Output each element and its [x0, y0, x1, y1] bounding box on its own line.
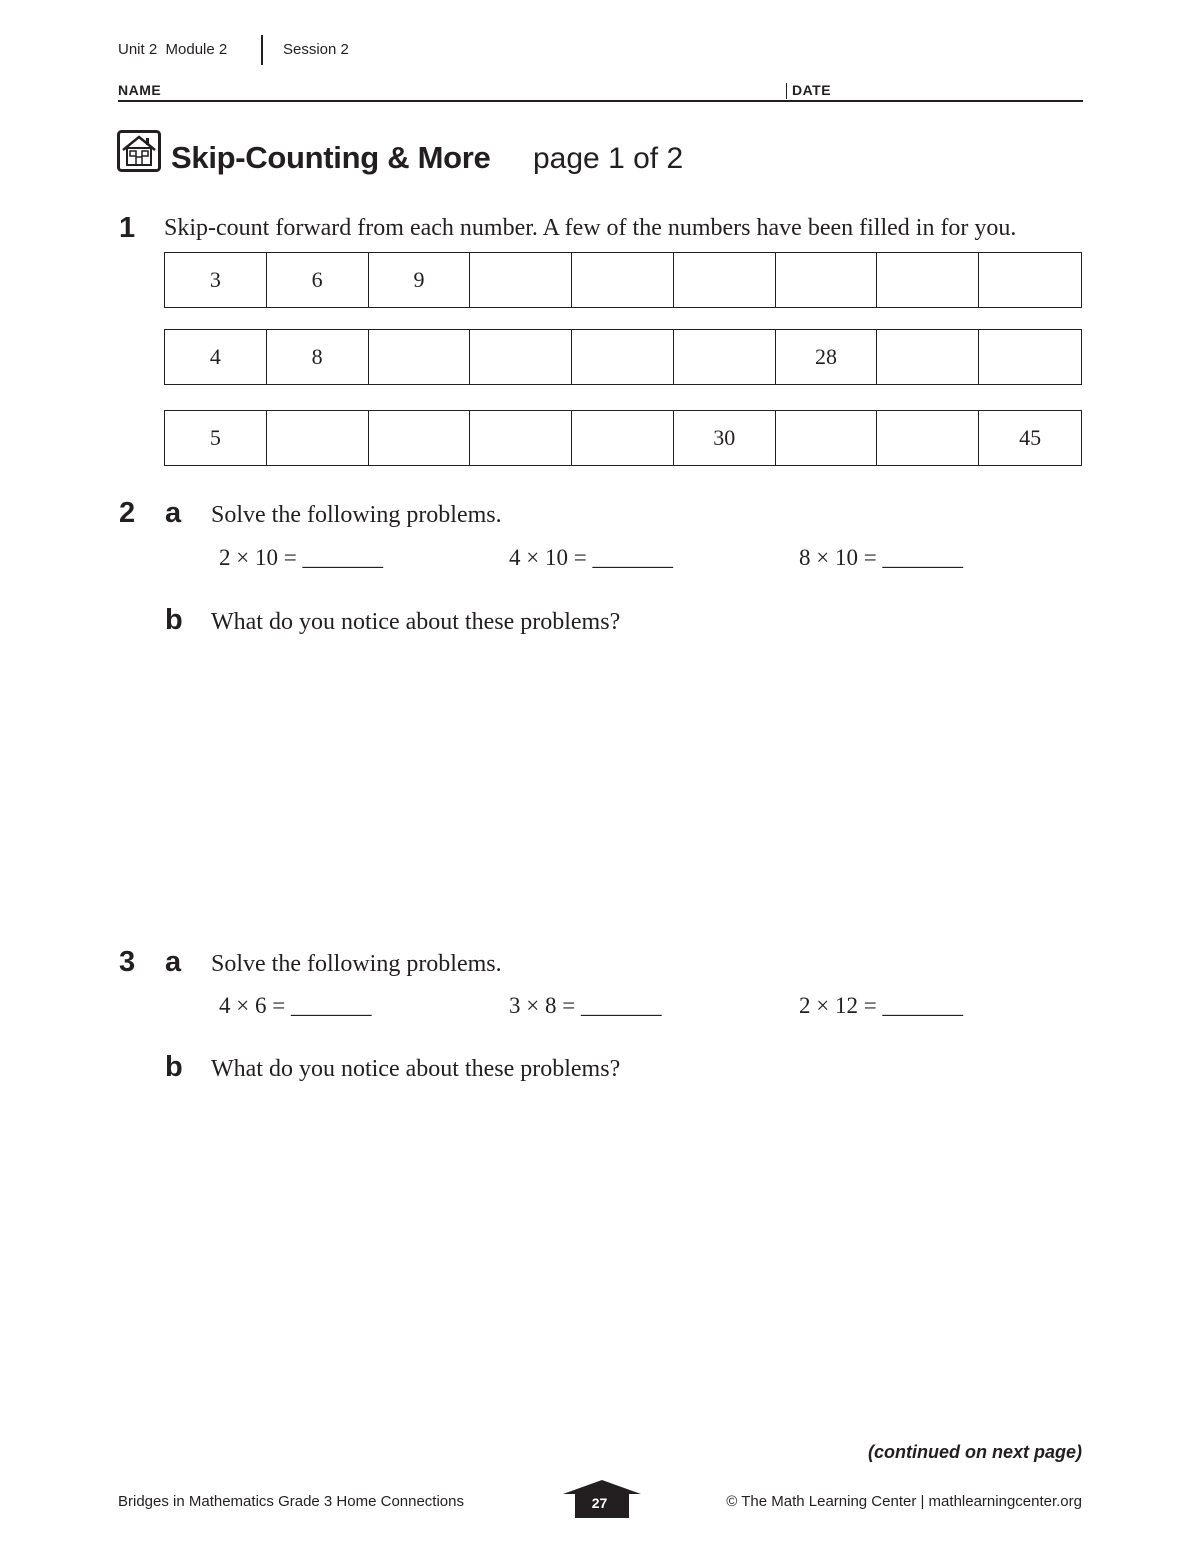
answer-cell[interactable]: [776, 411, 878, 465]
date-divider: [786, 83, 787, 99]
answer-cell[interactable]: [877, 411, 979, 465]
answer-cell[interactable]: [470, 411, 572, 465]
answer-cell[interactable]: [470, 330, 572, 384]
answer-cell[interactable]: [877, 330, 979, 384]
problem-3a-3[interactable]: 2 × 12 = _______: [799, 993, 963, 1018]
continued-note: (continued on next page): [868, 1442, 1082, 1462]
skip-count-row-2: [164, 329, 1082, 385]
answer-cell[interactable]: [369, 330, 471, 384]
page-title: Skip-Counting & More: [171, 140, 491, 175]
date-label: DATE: [792, 82, 832, 98]
page-number: 27: [591, 1495, 608, 1511]
answer-cell[interactable]: [369, 411, 471, 465]
question-3a-letter: a: [165, 946, 182, 978]
question-1-number: 1: [119, 212, 136, 244]
session-label: Session 2: [283, 41, 349, 58]
answer-cell[interactable]: [572, 330, 674, 384]
answer-cell[interactable]: [572, 253, 674, 307]
grid-cell: 30: [674, 411, 776, 465]
question-2-number: 2: [119, 497, 136, 529]
name-date-line: [118, 100, 1083, 102]
problem-3a-2[interactable]: 3 × 8 = _______: [509, 993, 662, 1018]
header-divider: [261, 35, 263, 65]
grid-cell: 45: [1019, 425, 1042, 450]
question-2b-prompt: What do you notice about these problems?: [211, 609, 621, 635]
problem-2a-1[interactable]: 2 × 10 = _______: [219, 545, 383, 570]
question-3b-letter: b: [165, 1051, 183, 1083]
footer-copyright: © The Math Learning Center | mathlearningcenter.org: [726, 1493, 1082, 1510]
problem-2a-3[interactable]: 8 × 10 = _______: [799, 545, 963, 570]
answer-cell[interactable]: [979, 330, 1081, 384]
unit-module-label: Unit 2 Module 2: [118, 41, 228, 58]
question-3-number: 3: [119, 946, 136, 978]
answer-cell[interactable]: [776, 253, 878, 307]
grid-cell: 28: [776, 330, 878, 384]
answer-cell[interactable]: [572, 411, 674, 465]
answer-cell[interactable]: [674, 253, 776, 307]
footer-publication: Bridges in Mathematics Grade 3 Home Connections: [118, 1493, 464, 1510]
skip-count-row-3: [164, 410, 1082, 466]
answer-cell[interactable]: [470, 253, 572, 307]
question-1-instructions: Skip-count forward from each number. A few of the numbers have been filled in for you.: [164, 215, 1017, 241]
grid-cell: 8: [267, 330, 369, 384]
grid-cell: 3: [165, 253, 267, 307]
problem-2a-2[interactable]: 4 × 10 = _______: [509, 545, 673, 570]
grid-cell: 5: [165, 411, 267, 465]
question-2a-letter: a: [165, 497, 182, 529]
question-3b-prompt: What do you notice about these problems?: [211, 1056, 621, 1082]
question-3a-instructions: Solve the following problems.: [211, 951, 502, 977]
answer-cell[interactable]: [979, 253, 1081, 307]
grid-cell: 6: [267, 253, 369, 307]
answer-area-2b[interactable]: [211, 650, 1082, 920]
home-connection-house-icon: [117, 130, 161, 172]
answer-cell[interactable]: [877, 253, 979, 307]
answer-cell[interactable]: [674, 330, 776, 384]
skip-count-row-1: [164, 252, 1082, 308]
answer-area-3b[interactable]: [211, 1100, 1082, 1420]
name-label: NAME: [118, 82, 162, 98]
question-2b-letter: b: [165, 604, 183, 636]
page-indicator: page 1 of 2: [533, 142, 684, 175]
grid-cell: 4: [165, 330, 267, 384]
problem-3a-1[interactable]: 4 × 6 = _______: [219, 993, 372, 1018]
grid-cell: 9: [369, 253, 471, 307]
question-2a-instructions: Solve the following problems.: [211, 502, 502, 528]
answer-cell[interactable]: [267, 411, 369, 465]
